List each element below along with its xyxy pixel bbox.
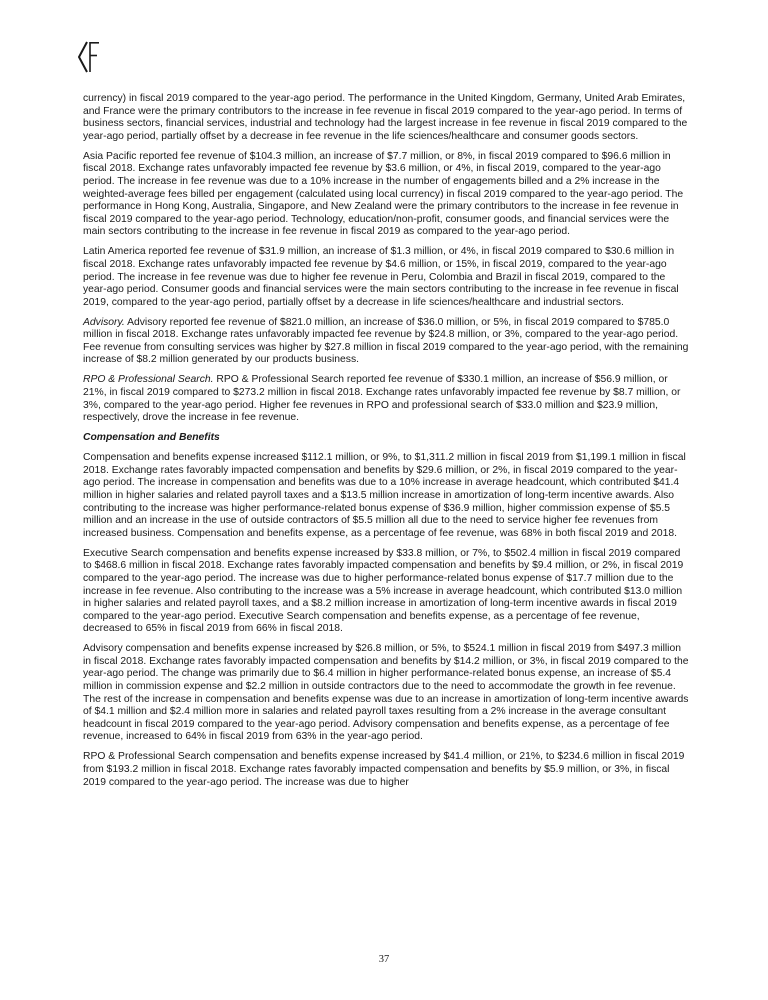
rpo-text: RPO & Professional Search reported fee revenue of $330.1 million, an increase of $56.9 million, or 21%, in fiscal 2019 compared to $273.2 million in fiscal 2018. Exchange rates unfavorably impacted fee revenue by $8.7 million, or 3%, compared to the year-ago period. Higher fee revenues in RPO and professional search of $33.0 million and $23.9 million, respectively, drove the increase in fee revenue. (83, 374, 681, 424)
advisory-text: Advisory reported fee revenue of $821.0 million, an increase of $36.0 million, or 5%, in fiscal 2019 compared to $785.0 million in fiscal 2018. Exchange rates unfavorably impacted fee revenue by $24.8 million, or 3%, compared to the year-ago period. Fee revenue from consulting services was higher by $27.8 million in fiscal 2019 compared to the year-ago period, with the remaining increase of $8.2 million generated by our products business. (83, 316, 689, 366)
page-number: 37 (378, 954, 390, 965)
section-heading: Compensation and Benefits (83, 432, 220, 444)
paragraph-comp-total: Compensation and benefits expense increased $112.1 million, or 9%, to $1,311.2 million in fiscal 2019 from $1,199.1 million in fiscal 2018. Exchange rates favorably impacted compensation and benefits by $29.6 million, or 2%, in fiscal 2019 compared to the year-ago period. The increase in compensation and benefits was due to a 10% increase in average headcount, which contributed $41.4 million in higher salaries and related payroll taxes and a $13.5 million increase in amortization of long-term incentive awards. Also contributing to the increase was higher performance-related bonus expense of $36.9 million, higher commission expense of $5.5 million and an increase in the use of outside contractors of $5.5 million all due to the need to service higher fee revenues from increased business. Compensation and benefits expense, as a percentage of fee revenue, was 68% in both fiscal 2019 and 2018. (83, 452, 686, 539)
paragraph-comp-advisory: Advisory compensation and benefits expense increased by $26.8 million, or 5%, to $524.1 million in fiscal 2019 from $497.3 million in fiscal 2018. Exchange rates favorably impacted compensation and benefits by $14.2 million, or 3%, in fiscal 2019 compared to the year-ago period. The change was primarily due to $6.4 million in higher performance-related bonus expense, an increase of $5.4 million in commission expense and $2.2 million in outside contractors due to the need to accommodate the growth in fee revenue. The rest of the increase in compensation and benefits expense was due to an increase in amortization of long-term incentive awards of $4.1 million and $2.4 million more in salaries and related payroll taxes resulting from a 2% increase in the average consultant headcount in fiscal 2019 compared to the year-ago period. Advisory compensation and benefits expense, as a percentage of fee revenue, increased to 64% in fiscal 2019 from 63% in the year-ago period. (83, 643, 689, 743)
paragraph-asia-pacific: Asia Pacific reported fee revenue of $104.3 million, an increase of $7.7 million, or 8%, in fiscal 2019 compared to $96.6 million in fiscal 2018. Exchange rates unfavorably impacted fee revenue by $3.6 million, or 4%, in fiscal 2019, compared to the year-ago period. The increase in fee revenue was due to a 10% increase in the number of engagements billed and a 2% increase in the weighted-average fees billed per engagement (calculated using local currency) in fiscal 2019 compared to the year-ago period. The performance in Hong Kong, Australia, Singapore, and New Zealand were the primary contributors to the increase in fee revenue in fiscal 2019 compared to the year-ago period. Technology, education/non-profit, consumer goods, and financial services were the main sectors contributing to the increase in fee revenue in fiscal 2019 as compared to the year-ago period. (83, 150, 684, 238)
advisory-lead: Advisory. (83, 316, 125, 328)
page-body (83, 93, 689, 797)
paragraph-comp-rpo: RPO & Professional Search compensation and benefits expense increased by $41.4 million, or 21%, to $234.6 million in fiscal 2019 from $193.2 million in fiscal 2018. Exchange rates favorably impacted compensation and benefits by $5.9 million, or 3%, in fiscal 2019 compared to the year-ago period. The increase was due to higher (83, 751, 685, 788)
kf-logo-icon (78, 40, 100, 74)
paragraph-comp-executive-search: Executive Search compensation and benefits expense increased by $33.8 million, or 7%, to $502.4 million in fiscal 2019 compared to $468.6 million in fiscal 2018. Exchange rates favorably impacted compensation and benefits by $9.4 million, or 2%, in fiscal 2019 compared to the year-ago period. The increase was due to higher performance-related bonus expense of $17.7 million due to the increase in fee revenue. Also contributing to the increase was a 5% increase in average headcount, which contributed $13.0 million in higher salaries and related payroll taxes, and a $8.2 million increase in amortization of long-term incentive awards in fiscal 2019 compared to the year-ago period. Executive Search compensation and benefits expense, as a percentage of fee revenue, decreased to 65% in fiscal 2019 from 66% in fiscal 2018. (83, 547, 684, 635)
paragraph-latin-america: Latin America reported fee revenue of $31.9 million, an increase of $1.3 million, or 4%, in fiscal 2019 compared to $30.6 million in fiscal 2018. Exchange rates unfavorably impacted fee revenue by $4.6 million, or 15%, in fiscal 2019, compared to the year-ago period. The increase in fee revenue was due to higher fee revenue in Peru, Colombia and Brazil in fiscal 2019, compared to the year-ago period. Consumer goods and financial services were the main sectors contributing to the increase in fee revenue in fiscal 2019, compared to the year-ago period, partially offset by a decrease in life sciences/healthcare and industrial sectors. (83, 246, 679, 308)
paragraph-advisory (83, 317, 689, 367)
paragraph-rpo (83, 374, 689, 424)
rpo-lead: RPO & Professional Search. (83, 374, 214, 386)
paragraph-emea-continued: currency) in fiscal 2019 compared to the year-ago period. The performance in the United Kingdom, Germany, United Arab Emirates, and France were the primary contributors to the increase in fee revenue in fiscal 2019 compared to the year-ago period. In terms of business sectors, financial services, industrial and technology had the largest increase in fee revenue in fiscal 2019 compared to the year-ago period, partially offset by a decrease in fee revenue in the life sciences/healthcare and consumer goods sectors. (83, 93, 688, 142)
